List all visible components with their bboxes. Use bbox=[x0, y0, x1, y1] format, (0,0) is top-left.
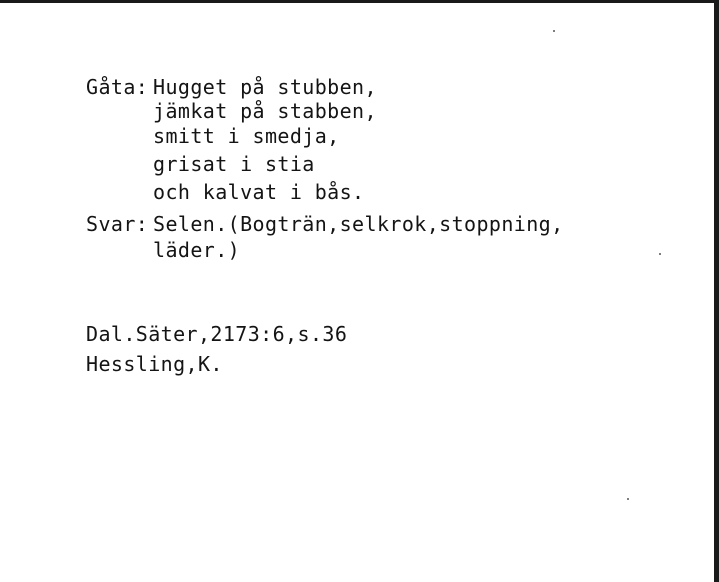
riddle-label: Gåta: bbox=[86, 75, 149, 99]
card-right-edge bbox=[714, 0, 719, 582]
riddle-line-3: smitt i smedja, bbox=[153, 124, 340, 148]
riddle-line-2: jämkat på stabben, bbox=[153, 99, 377, 123]
scan-speck bbox=[659, 253, 661, 255]
informant-name: Hessling,K. bbox=[86, 352, 223, 376]
card-top-edge bbox=[0, 0, 719, 3]
riddle-line-4: grisat i stia bbox=[153, 152, 315, 176]
riddle-line-1: Hugget på stubben, bbox=[153, 75, 377, 99]
answer-line-2: läder.) bbox=[153, 238, 241, 262]
source-record: Dal.Säter,2173:6,s.36 bbox=[86, 322, 348, 346]
scan-speck bbox=[553, 30, 555, 32]
answer-label: Svar: bbox=[86, 212, 149, 236]
riddle-line-5: och kalvat i bås. bbox=[153, 180, 365, 204]
scan-speck bbox=[627, 498, 629, 500]
answer-line-1: Selen.(Bogträn,selkrok,stoppning, bbox=[153, 212, 564, 236]
